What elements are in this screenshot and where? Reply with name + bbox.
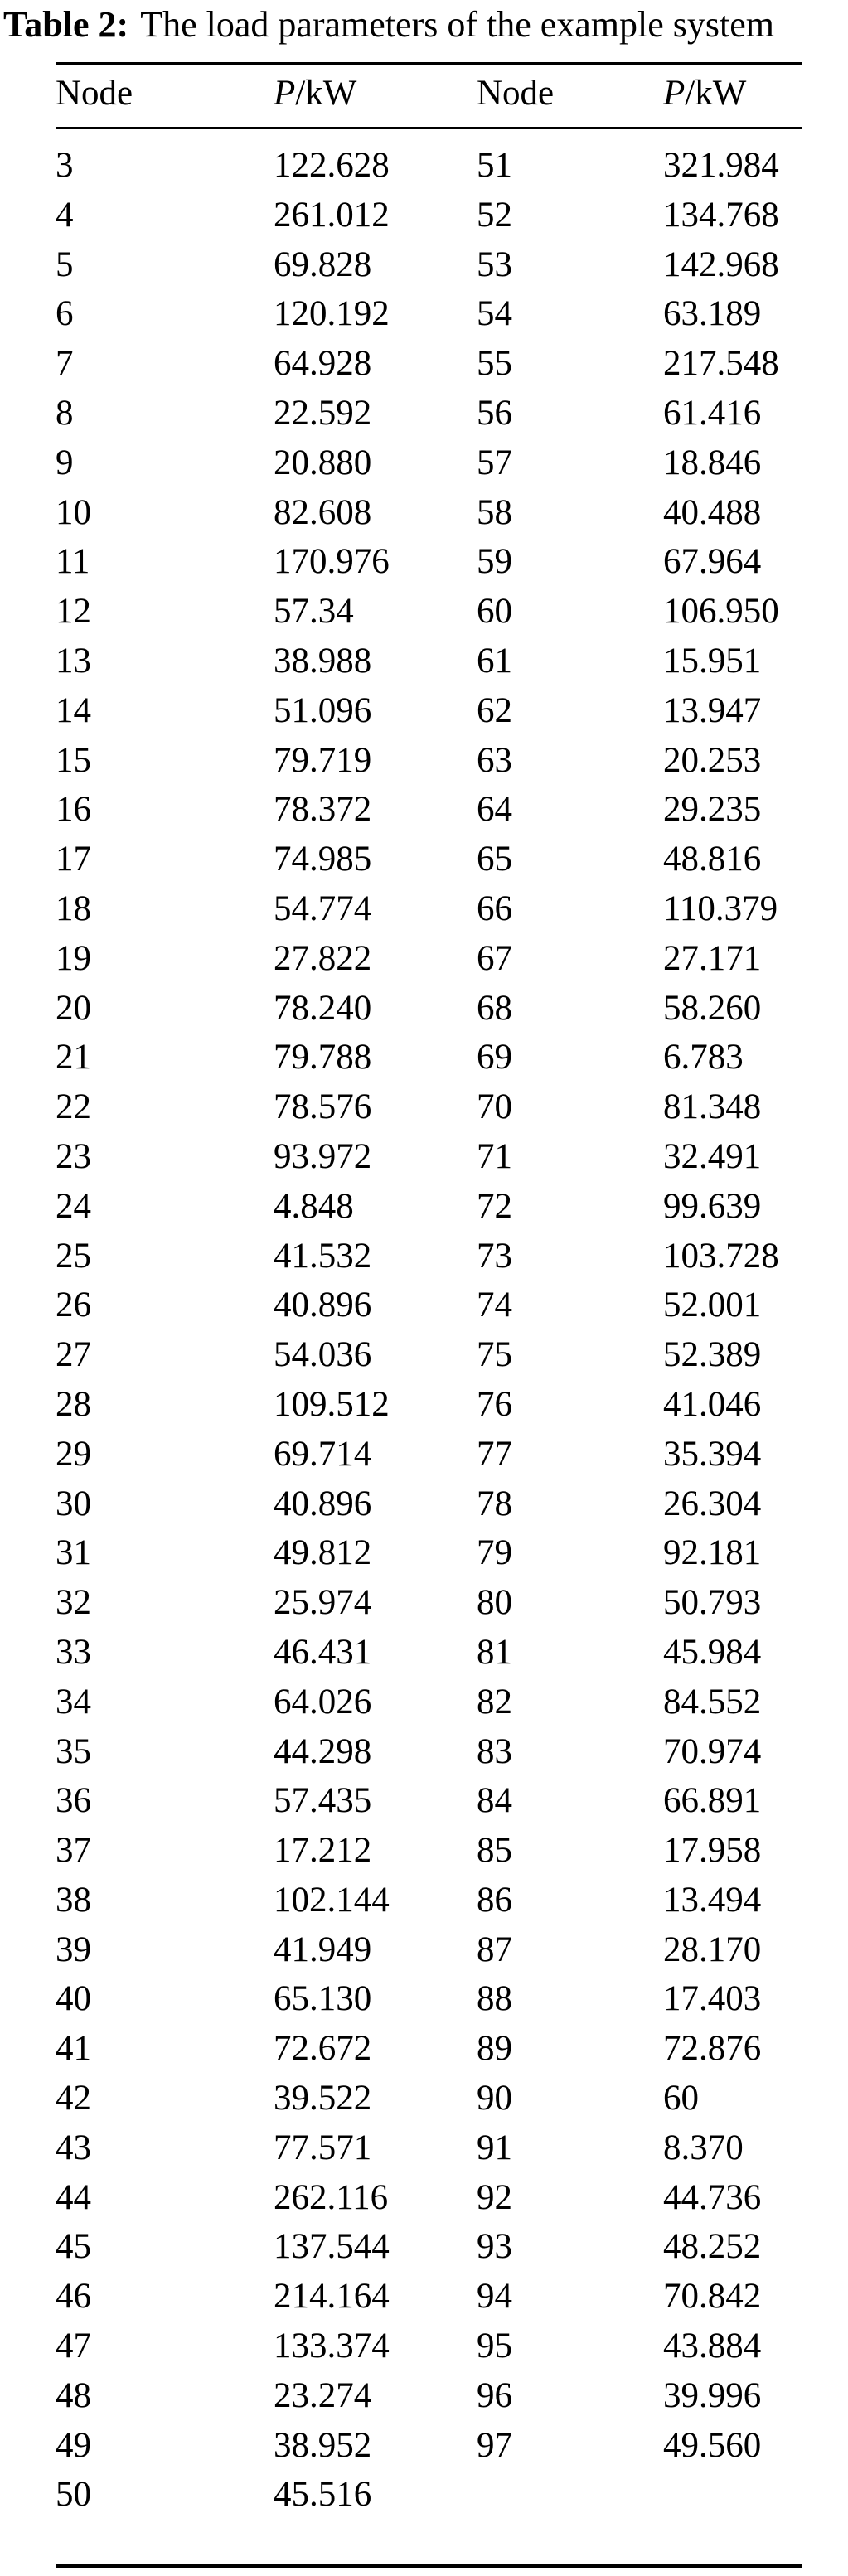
p-kw-cell: 28.170 xyxy=(663,1930,762,1969)
node-cell: 84 xyxy=(477,1781,512,1821)
p-kw-cell: 170.976 xyxy=(274,542,390,582)
table-rule-header xyxy=(56,127,802,129)
node-cell: 43 xyxy=(56,2128,91,2167)
p-kw-cell: 57.34 xyxy=(274,592,354,632)
node-cell: 38 xyxy=(56,1880,91,1920)
p-kw-cell: 79.719 xyxy=(274,740,372,780)
table-row xyxy=(56,389,802,438)
p-kw-cell: 60 xyxy=(663,2079,699,2118)
table-row xyxy=(56,686,802,736)
table-row xyxy=(56,2173,802,2223)
p-kw-cell: 25.974 xyxy=(274,1583,372,1623)
node-cell: 46 xyxy=(56,2277,91,2317)
node-cell: 42 xyxy=(56,2079,91,2118)
header-p-kw: P/kW xyxy=(274,74,357,113)
node-cell: 37 xyxy=(56,1831,91,1871)
p-kw-cell: 38.952 xyxy=(274,2425,372,2465)
p-kw-cell: 27.822 xyxy=(274,938,372,978)
p-kw-cell: 103.728 xyxy=(663,1236,779,1276)
node-cell: 97 xyxy=(477,2425,512,2465)
p-kw-cell: 78.372 xyxy=(274,790,372,830)
node-cell: 5 xyxy=(56,245,74,284)
node-cell: 4 xyxy=(56,195,74,235)
p-kw-cell: 52.389 xyxy=(663,1335,762,1375)
node-cell: 60 xyxy=(477,592,512,632)
p-kw-cell: 58.260 xyxy=(663,988,762,1028)
table-row xyxy=(56,1727,802,1777)
p-kw-cell: 84.552 xyxy=(663,1682,762,1721)
node-cell: 31 xyxy=(56,1533,91,1573)
table-header-row xyxy=(56,73,802,114)
p-kw-cell: 64.026 xyxy=(274,1682,372,1721)
node-cell: 45 xyxy=(56,2227,91,2267)
node-cell: 73 xyxy=(477,1236,512,1276)
table-row xyxy=(56,1974,802,2024)
p-kw-cell: 29.235 xyxy=(663,790,762,830)
node-cell: 32 xyxy=(56,1583,91,1623)
header-node: Node xyxy=(477,74,555,113)
node-cell: 85 xyxy=(477,1831,512,1871)
node-cell: 41 xyxy=(56,2029,91,2069)
node-cell: 69 xyxy=(477,1038,512,1077)
p-kw-cell: 120.192 xyxy=(274,294,390,334)
p-kw-cell: 142.968 xyxy=(663,245,779,284)
table-row xyxy=(56,438,802,488)
node-cell: 40 xyxy=(56,1979,91,2019)
p-kw-cell: 44.736 xyxy=(663,2177,762,2217)
node-cell: 11 xyxy=(56,542,90,582)
table-row xyxy=(56,984,802,1034)
table-row xyxy=(56,1479,802,1529)
node-cell: 36 xyxy=(56,1781,91,1821)
p-kw-cell: 64.928 xyxy=(274,344,372,384)
node-cell: 7 xyxy=(56,344,74,384)
node-cell: 77 xyxy=(477,1434,512,1474)
node-cell: 65 xyxy=(477,840,512,879)
node-cell: 61 xyxy=(477,641,512,680)
p-kw-cell: 67.964 xyxy=(663,542,762,582)
p-kw-cell: 72.672 xyxy=(274,2029,372,2069)
p-kw-cell: 48.252 xyxy=(663,2227,762,2267)
table-row xyxy=(56,141,802,191)
node-cell: 81 xyxy=(477,1632,512,1672)
table-row xyxy=(56,2123,802,2173)
table-row xyxy=(56,1528,802,1578)
node-cell: 20 xyxy=(56,988,91,1028)
node-cell: 96 xyxy=(477,2375,512,2415)
node-cell: 88 xyxy=(477,1979,512,2019)
table-row xyxy=(56,191,802,240)
p-kw-cell: 49.560 xyxy=(663,2425,762,2465)
node-cell: 10 xyxy=(56,492,91,532)
node-cell: 68 xyxy=(477,988,512,1028)
node-cell: 48 xyxy=(56,2375,91,2415)
p-kw-cell: 74.985 xyxy=(274,840,372,879)
table-row xyxy=(56,2470,802,2520)
p-kw-cell: 40.488 xyxy=(663,492,762,532)
p-kw-cell: 32.491 xyxy=(663,1136,762,1176)
p-kw-cell: 134.768 xyxy=(663,195,779,235)
node-cell: 47 xyxy=(56,2327,91,2366)
node-cell: 8 xyxy=(56,393,74,433)
p-kw-cell: 51.096 xyxy=(274,690,372,730)
table-row xyxy=(56,339,802,389)
table-row xyxy=(56,1033,802,1082)
p-kw-cell: 92.181 xyxy=(663,1533,762,1573)
table-row xyxy=(56,1430,802,1479)
node-cell: 50 xyxy=(56,2475,91,2515)
node-cell: 70 xyxy=(477,1087,512,1127)
p-kw-cell: 45.984 xyxy=(663,1632,762,1672)
node-cell: 63 xyxy=(477,740,512,780)
node-cell: 64 xyxy=(477,790,512,830)
table-row xyxy=(56,736,802,786)
node-cell: 18 xyxy=(56,889,91,928)
node-cell: 15 xyxy=(56,740,91,780)
node-cell: 3 xyxy=(56,146,74,185)
node-cell: 34 xyxy=(56,1682,91,1721)
table-row xyxy=(56,2222,802,2272)
node-cell: 59 xyxy=(477,542,512,582)
p-kw-cell: 54.774 xyxy=(274,889,372,928)
p-kw-cell: 20.253 xyxy=(663,740,762,780)
p-kw-cell: 13.494 xyxy=(663,1880,762,1920)
node-cell: 74 xyxy=(477,1286,512,1325)
p-kw-cell: 17.212 xyxy=(274,1831,372,1871)
node-cell: 27 xyxy=(56,1335,91,1375)
table-row xyxy=(56,884,802,934)
node-cell: 22 xyxy=(56,1087,91,1127)
p-kw-cell: 77.571 xyxy=(274,2128,372,2167)
table-row xyxy=(56,2272,802,2322)
p-kw-cell: 106.950 xyxy=(663,592,779,632)
node-cell: 44 xyxy=(56,2177,91,2217)
node-cell: 94 xyxy=(477,2277,512,2317)
p-kw-cell: 43.884 xyxy=(663,2327,762,2366)
p-kw-cell: 50.793 xyxy=(663,1583,762,1623)
node-cell: 78 xyxy=(477,1484,512,1523)
p-kw-cell: 262.116 xyxy=(274,2177,389,2217)
p-kw-cell: 78.240 xyxy=(274,988,372,1028)
p-kw-cell: 6.783 xyxy=(663,1038,744,1077)
node-cell: 56 xyxy=(477,393,512,433)
table-row xyxy=(56,1578,802,1628)
table-row xyxy=(56,1082,802,1132)
node-cell: 90 xyxy=(477,2079,512,2118)
p-kw-cell: 72.876 xyxy=(663,2029,762,2069)
table-row xyxy=(56,1925,802,1975)
p-kw-cell: 78.576 xyxy=(274,1087,372,1127)
node-cell: 12 xyxy=(56,592,91,632)
p-kw-cell: 44.298 xyxy=(274,1731,372,1771)
node-cell: 89 xyxy=(477,2029,512,2069)
table-row xyxy=(56,2421,802,2471)
node-cell: 21 xyxy=(56,1038,91,1077)
table-row xyxy=(56,2024,802,2074)
table-rule-bottom xyxy=(56,2564,802,2568)
table-caption-number: Table 2: xyxy=(3,4,129,45)
p-kw-cell: 70.974 xyxy=(663,1731,762,1771)
node-cell: 58 xyxy=(477,492,512,532)
table-row xyxy=(56,289,802,339)
node-cell: 53 xyxy=(477,245,512,284)
table-row xyxy=(56,1281,802,1330)
node-cell: 95 xyxy=(477,2327,512,2366)
p-kw-cell: 109.512 xyxy=(274,1384,390,1424)
p-kw-cell: 133.374 xyxy=(274,2327,390,2366)
table-caption-text: The load parameters of the example system xyxy=(140,4,775,45)
table-row xyxy=(56,488,802,538)
table-row xyxy=(56,587,802,637)
p-kw-cell: 321.984 xyxy=(663,146,779,185)
node-cell: 52 xyxy=(477,195,512,235)
table-row xyxy=(56,1182,802,1232)
p-kw-cell: 69.714 xyxy=(274,1434,372,1474)
node-cell: 55 xyxy=(477,344,512,384)
p-kw-cell: 26.304 xyxy=(663,1484,762,1523)
table-row xyxy=(56,1776,802,1826)
node-cell: 13 xyxy=(56,641,91,680)
table-row xyxy=(56,1628,802,1678)
table-row xyxy=(56,2074,802,2123)
p-kw-cell: 13.947 xyxy=(663,690,762,730)
node-cell xyxy=(477,2470,663,2520)
node-cell: 71 xyxy=(477,1136,512,1176)
p-kw-cell: 41.532 xyxy=(274,1236,372,1276)
p-kw-cell: 81.348 xyxy=(663,1087,762,1127)
table-row xyxy=(56,1132,802,1182)
p-kw-cell: 8.370 xyxy=(663,2128,744,2167)
p-kw-cell: 27.171 xyxy=(663,938,762,978)
node-cell: 86 xyxy=(477,1880,512,1920)
node-cell: 14 xyxy=(56,690,91,730)
node-cell: 57 xyxy=(477,443,512,482)
table-row xyxy=(56,1678,802,1727)
p-kw-cell: 41.949 xyxy=(274,1930,372,1969)
p-kw-cell: 261.012 xyxy=(274,195,390,235)
node-cell: 25 xyxy=(56,1236,91,1276)
table-row xyxy=(56,1380,802,1430)
p-kw-cell: 214.164 xyxy=(274,2277,390,2317)
node-cell: 93 xyxy=(477,2227,512,2267)
table-row xyxy=(56,1330,802,1380)
node-cell: 66 xyxy=(477,889,512,928)
table-row xyxy=(56,240,802,290)
node-cell: 30 xyxy=(56,1484,91,1523)
p-kw-cell: 4.848 xyxy=(274,1186,354,1226)
p-kw-cell: 41.046 xyxy=(663,1384,762,1424)
p-kw-cell: 38.988 xyxy=(274,641,372,680)
p-kw-cell: 63.189 xyxy=(663,294,762,334)
p-kw-cell: 39.522 xyxy=(274,2079,372,2118)
p-kw-cell: 22.592 xyxy=(274,393,372,433)
p-kw-cell: 45.516 xyxy=(274,2475,372,2515)
p-kw-cell: 66.891 xyxy=(663,1781,762,1821)
p-kw-cell: 69.828 xyxy=(274,245,372,284)
p-kw-cell: 17.958 xyxy=(663,1831,762,1871)
node-cell: 23 xyxy=(56,1136,91,1176)
header-node: Node xyxy=(56,74,133,113)
p-kw-cell: 18.846 xyxy=(663,443,762,482)
node-cell: 26 xyxy=(56,1286,91,1325)
node-cell: 16 xyxy=(56,790,91,830)
p-kw-cell: 46.431 xyxy=(274,1632,372,1672)
p-kw-cell: 23.274 xyxy=(274,2375,372,2415)
table-row xyxy=(56,637,802,686)
p-kw-cell xyxy=(663,2470,802,2520)
node-cell: 29 xyxy=(56,1434,91,1474)
p-kw-cell: 70.842 xyxy=(663,2277,762,2317)
node-cell: 79 xyxy=(477,1533,512,1573)
p-kw-cell: 17.403 xyxy=(663,1979,762,2019)
p-kw-cell: 82.608 xyxy=(274,492,372,532)
table-body xyxy=(56,141,802,2520)
node-cell: 6 xyxy=(56,294,74,334)
p-kw-cell: 61.416 xyxy=(663,393,762,433)
table-caption xyxy=(3,3,845,46)
p-kw-cell: 93.972 xyxy=(274,1136,372,1176)
p-kw-cell: 48.816 xyxy=(663,840,762,879)
node-cell: 39 xyxy=(56,1930,91,1969)
table-row xyxy=(56,1876,802,1925)
table-row xyxy=(56,537,802,587)
node-cell: 76 xyxy=(477,1384,512,1424)
node-cell: 67 xyxy=(477,938,512,978)
table-row xyxy=(56,1826,802,1876)
p-kw-cell: 20.880 xyxy=(274,443,372,482)
p-kw-cell: 122.628 xyxy=(274,146,390,185)
p-kw-cell: 217.548 xyxy=(663,344,779,384)
node-cell: 51 xyxy=(477,146,512,185)
node-cell: 49 xyxy=(56,2425,91,2465)
node-cell: 54 xyxy=(477,294,512,334)
node-cell: 62 xyxy=(477,690,512,730)
node-cell: 82 xyxy=(477,1682,512,1721)
node-cell: 24 xyxy=(56,1186,91,1226)
p-kw-cell: 40.896 xyxy=(274,1484,372,1523)
p-kw-cell: 15.951 xyxy=(663,641,762,680)
node-cell: 75 xyxy=(477,1335,512,1375)
node-cell: 91 xyxy=(477,2128,512,2167)
p-kw-cell: 65.130 xyxy=(274,1979,372,2019)
table-row xyxy=(56,2322,802,2371)
node-cell: 33 xyxy=(56,1632,91,1672)
node-cell: 17 xyxy=(56,840,91,879)
p-kw-cell: 57.435 xyxy=(274,1781,372,1821)
node-cell: 19 xyxy=(56,938,91,978)
p-kw-cell: 79.788 xyxy=(274,1038,372,1077)
p-kw-cell: 39.996 xyxy=(663,2375,762,2415)
node-cell: 9 xyxy=(56,443,74,482)
node-cell: 87 xyxy=(477,1930,512,1969)
table-row xyxy=(56,1232,802,1281)
table-row xyxy=(56,2371,802,2421)
p-kw-cell: 137.544 xyxy=(274,2227,390,2267)
p-kw-cell: 49.812 xyxy=(274,1533,372,1573)
p-kw-cell: 54.036 xyxy=(274,1335,372,1375)
node-cell: 92 xyxy=(477,2177,512,2217)
table-rule-top xyxy=(56,62,802,65)
p-kw-cell: 35.394 xyxy=(663,1434,762,1474)
table-row xyxy=(56,835,802,884)
table-row xyxy=(56,934,802,984)
header-p-kw: P/kW xyxy=(663,74,747,113)
p-kw-cell: 40.896 xyxy=(274,1286,372,1325)
node-cell: 80 xyxy=(477,1583,512,1623)
node-cell: 72 xyxy=(477,1186,512,1226)
p-kw-cell: 52.001 xyxy=(663,1286,762,1325)
node-cell: 28 xyxy=(56,1384,91,1424)
p-kw-cell: 99.639 xyxy=(663,1186,762,1226)
p-kw-cell: 102.144 xyxy=(274,1880,390,1920)
node-cell: 83 xyxy=(477,1731,512,1771)
table-row xyxy=(56,785,802,835)
p-kw-cell: 110.379 xyxy=(663,889,778,928)
node-cell: 35 xyxy=(56,1731,91,1771)
